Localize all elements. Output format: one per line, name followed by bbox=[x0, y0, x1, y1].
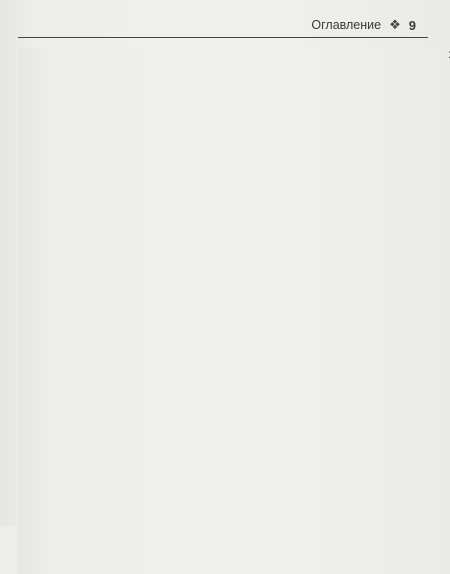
toc-chapter-page bbox=[18, 48, 450, 574]
header-rule bbox=[18, 37, 428, 38]
diamond-ornament-icon: ❖ bbox=[389, 17, 401, 32]
toc-subject-index[interactable] bbox=[18, 287, 428, 304]
table-of-contents bbox=[18, 48, 428, 304]
page-number: 9 bbox=[408, 17, 416, 33]
running-head-section: Оглавление bbox=[311, 18, 382, 32]
running-head bbox=[311, 17, 416, 33]
